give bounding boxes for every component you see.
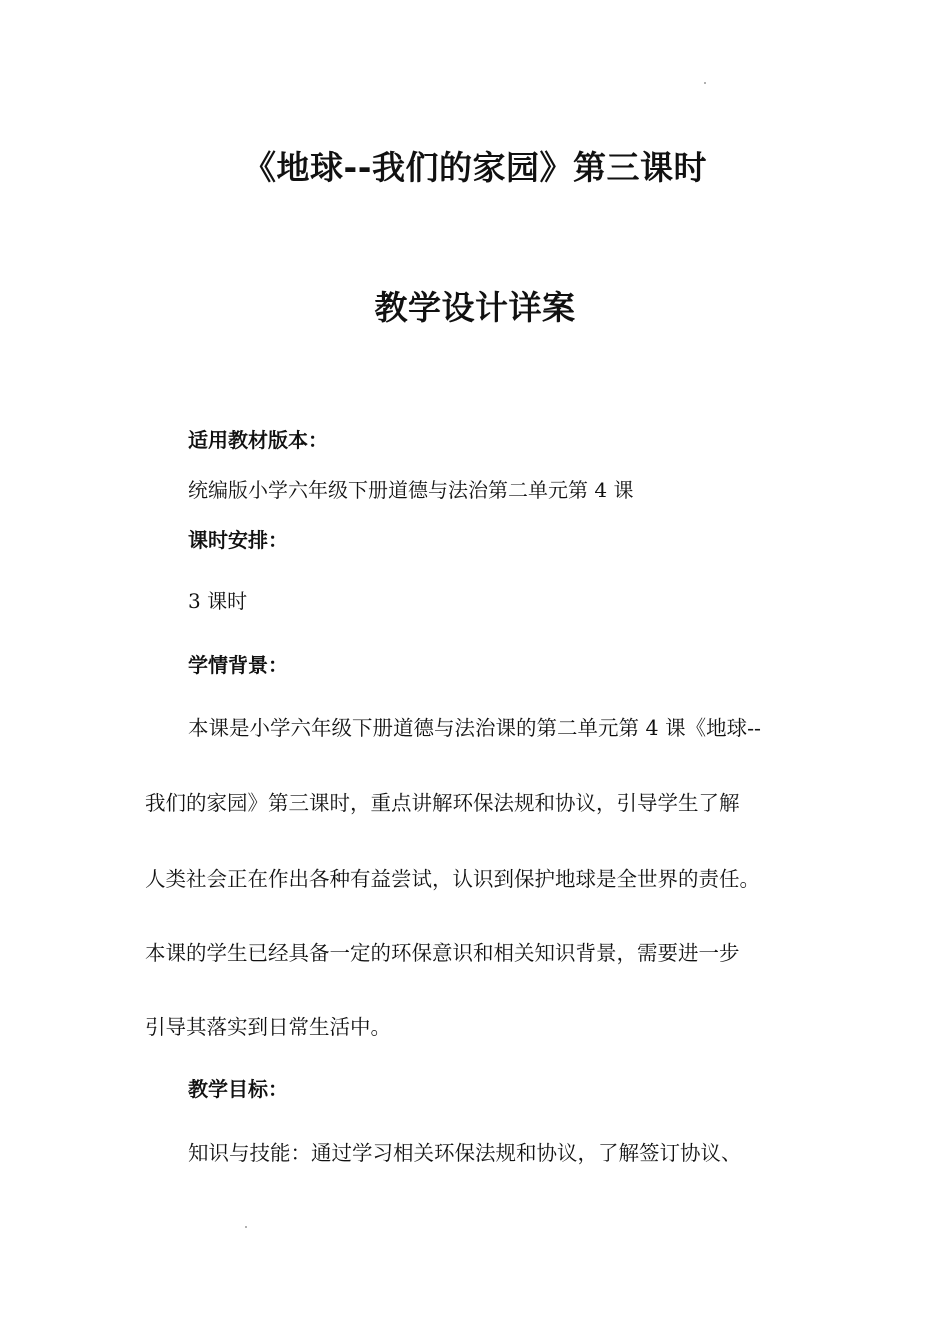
document-title: 《地球--我们的家园》第三课时 [243,148,707,187]
objectives-heading: 教学目标： [188,1077,288,1101]
edition-content: 统编版小学六年级下册道德与法治第二单元第 4 课 [188,478,634,502]
schedule-heading: 课时安排： [188,528,288,552]
background-heading: 学情背景： [188,653,288,677]
edition-heading: 适用教材版本： [188,428,328,452]
background-paragraph-line: 人类社会正在作出各种有益尝试，认识到保护地球是全世界的责任。 [145,867,760,891]
background-paragraph-line: 引导其落实到日常生活中。 [145,1015,391,1039]
page-mark-bottom [245,1226,247,1228]
objectives-paragraph-line: 知识与技能：通过学习相关环保法规和协议，了解签订协议、 [188,1141,742,1165]
document-subtitle: 教学设计详案 [374,288,576,327]
schedule-content: 3 课时 [188,589,248,613]
page-mark-top [704,82,706,84]
background-paragraph-line: 本课是小学六年级下册道德与法治课的第二单元第 4 课《地球-- [188,716,761,740]
background-paragraph-line: 本课的学生已经具备一定的环保意识和相关知识背景，需要进一步 [145,941,740,965]
background-paragraph-line: 我们的家园》第三课时，重点讲解环保法规和协议，引导学生了解 [145,791,740,815]
